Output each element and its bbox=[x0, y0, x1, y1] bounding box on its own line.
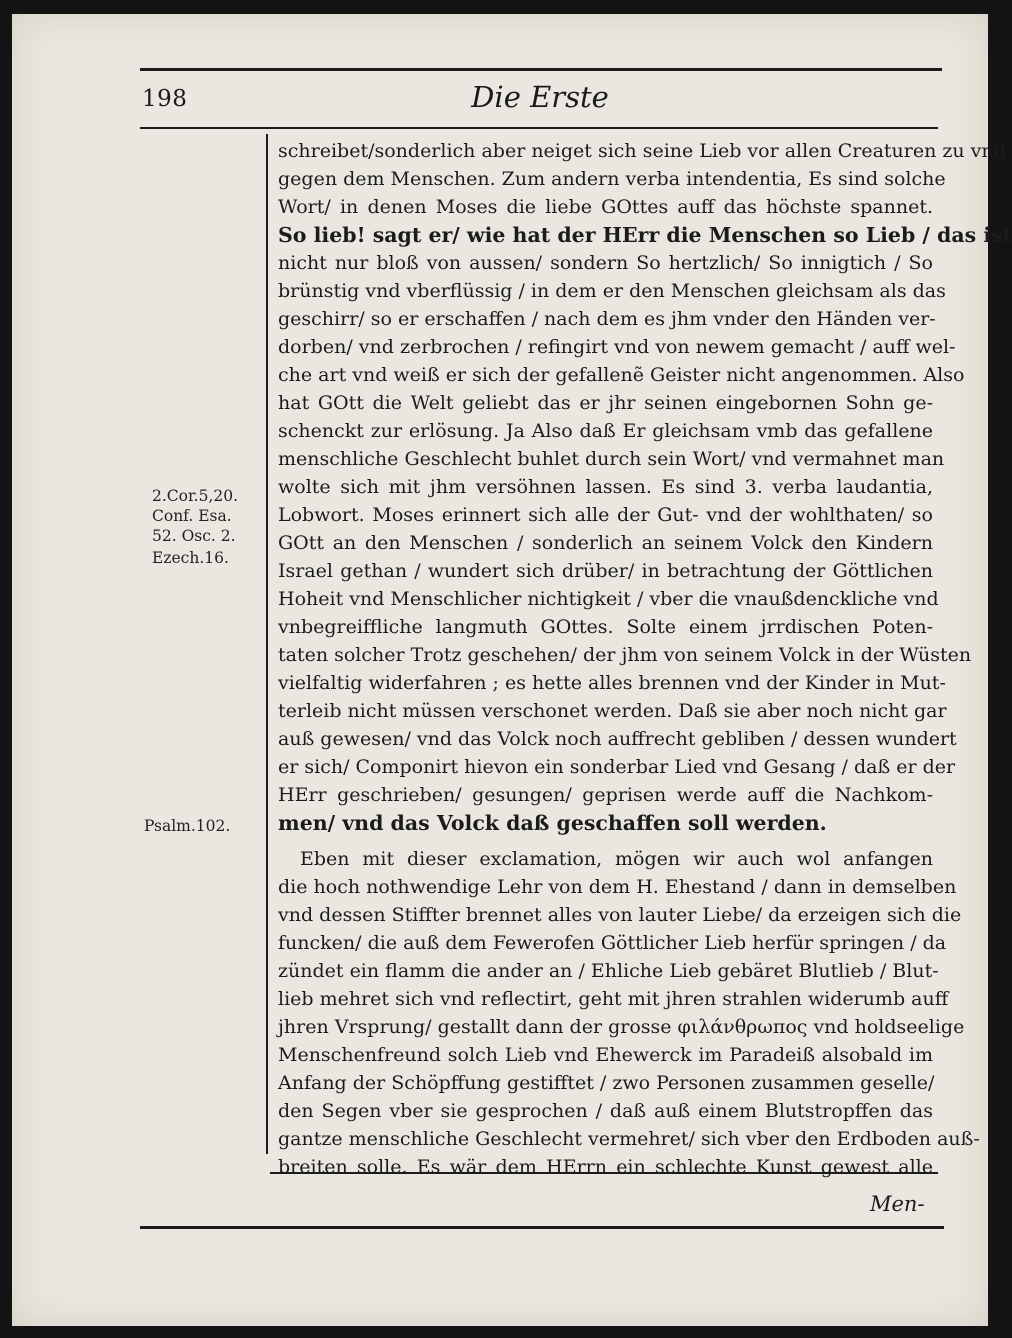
margin-note: 52. Osc. 2. bbox=[152, 527, 236, 545]
margin-note: Conf. Esa. bbox=[152, 507, 232, 525]
text-line: gantze menschliche Geschlecht vermehret/ sich vber den Erdboden auß- bbox=[278, 1128, 980, 1150]
text-line: breiten solle. Es wär dem HErrn ein schlechte Kunst gewest alle bbox=[278, 1156, 933, 1178]
top-border-rule bbox=[140, 68, 942, 71]
text-line: Israel gethan / wundert sich drüber/ in betrachtung der Göttlichen bbox=[278, 560, 933, 582]
text-line: vielfaltig widerfahren ; es hette alles brennen vnd der Kinder in Mut- bbox=[278, 672, 946, 694]
text-line: Lobwort. Moses erinnert sich alle der Gut- vnd der wohlthaten/ so bbox=[278, 504, 933, 526]
text-line: er sich/ Componirt hievon ein sonderbar Lied vnd Gesang / daß er der bbox=[278, 756, 956, 778]
text-line: taten solcher Trotz geschehen/ der jhm von seinem Volck in der Wüsten bbox=[278, 644, 972, 666]
text-line: vnd dessen Stiffter brennet alles von lauter Liebe/ da erzeigen sich die bbox=[278, 904, 962, 926]
text-line: Wort/ in denen Moses die liebe GOttes auff das höchste spannet. bbox=[278, 196, 933, 218]
column-divider-rule bbox=[266, 134, 268, 1154]
text-line: men/ vnd das Volck daß geschaffen soll werden. bbox=[278, 811, 827, 835]
margin-note: Ezech.16. bbox=[152, 549, 229, 567]
text-line: zündet ein flamm die ander an / Ehliche Lieb gebäret Blutlieb / Blut- bbox=[278, 960, 939, 982]
margin-note: Psalm.102. bbox=[144, 817, 231, 835]
text-line: vnbegreiffliche langmuth GOttes. Solte einem jrrdischen Poten- bbox=[278, 616, 933, 638]
text-line: die hoch nothwendige Lehr von dem H. Ehestand / dann in demselben bbox=[278, 876, 957, 898]
text-line: So lieb! sagt er/ wie hat der HErr die Menschen so Lieb / das ist bbox=[278, 223, 1012, 247]
text-line: terleib nicht müssen verschonet werden. Daß sie aber noch nicht gar bbox=[278, 700, 947, 722]
text-line: hat GOtt die Welt geliebt das er jhr seinen eingebornen Sohn ge- bbox=[278, 392, 933, 414]
text-line: Anfang der Schöpffung gestifftet / zwo Personen zusammen geselle/ bbox=[278, 1072, 935, 1094]
text-line: gegen dem Menschen. Zum andern verba intendentia, Es sind solche bbox=[278, 168, 946, 190]
text-line: brünstig vnd vberflüssig / in dem er den Menschen gleichsam als das bbox=[278, 280, 946, 302]
text-line: HErr geschrieben/ gesungen/ geprisen werde auff die Nachkom- bbox=[278, 784, 933, 806]
text-line: lieb mehret sich vnd reflectirt, geht mit jhren strahlen widerumb auff bbox=[278, 988, 949, 1010]
text-line: schreibet/sonderlich aber neiget sich seine Lieb vor allen Creaturen zu vnd bbox=[278, 140, 1006, 162]
text-line: geschirr/ so er erschaffen / nach dem es jhm vnder den Händen ver- bbox=[278, 308, 936, 330]
text-line: Menschenfreund solch Lieb vnd Ehewerck im Paradeiß alsobald im bbox=[278, 1044, 933, 1066]
page-number: 198 bbox=[142, 86, 188, 112]
text-line: Eben mit dieser exclamation, mögen wir auch wol anfangen bbox=[300, 848, 933, 870]
text-line: den Segen vber sie gesprochen / daß auß einem Blutstropffen das bbox=[278, 1100, 933, 1122]
text-line: Hoheit vnd Menschlicher nichtigkeit / vber die vnaußdenckliche vnd bbox=[278, 588, 939, 610]
text-line: wolte sich mit jhm versöhnen lassen. Es sind 3. verba laudantia, bbox=[278, 476, 933, 498]
running-head: Die Erste bbox=[471, 80, 609, 114]
text-line: schenckt zur erlösung. Ja Also daß Er gleichsam vmb das gefallene bbox=[278, 420, 933, 442]
text-line: GOtt an den Menschen / sonderlich an seinem Volck den Kindern bbox=[278, 532, 933, 554]
text-line: auß gewesen/ vnd das Volck noch auffrecht gebliben / dessen wundert bbox=[278, 728, 957, 750]
text-line: che art vnd weiß er sich der gefallenẽ Geister nicht angenommen. Also bbox=[278, 364, 965, 386]
catchword: Men- bbox=[870, 1192, 925, 1216]
text-line: nicht nur bloß von aussen/ sondern So hertzlich/ So innigtich / So bbox=[278, 252, 933, 274]
text-line: jhren Vrsprung/ gestallt dann der grosse φιλάνθρωπος vnd holdseelige bbox=[278, 1016, 965, 1038]
header-rule bbox=[140, 127, 938, 129]
bottom-rule bbox=[140, 1226, 944, 1229]
text-line: funcken/ die auß dem Fewerofen Göttlicher Lieb herfür springen / da bbox=[278, 932, 947, 954]
text-line: dorben/ vnd zerbrochen / refingirt vnd von newem gemacht / auff wel- bbox=[278, 336, 956, 358]
margin-note: 2.Cor.5,20. bbox=[152, 487, 239, 505]
text-line: menschliche Geschlecht buhlet durch sein Wort/ vnd vermahnet man bbox=[278, 448, 945, 470]
